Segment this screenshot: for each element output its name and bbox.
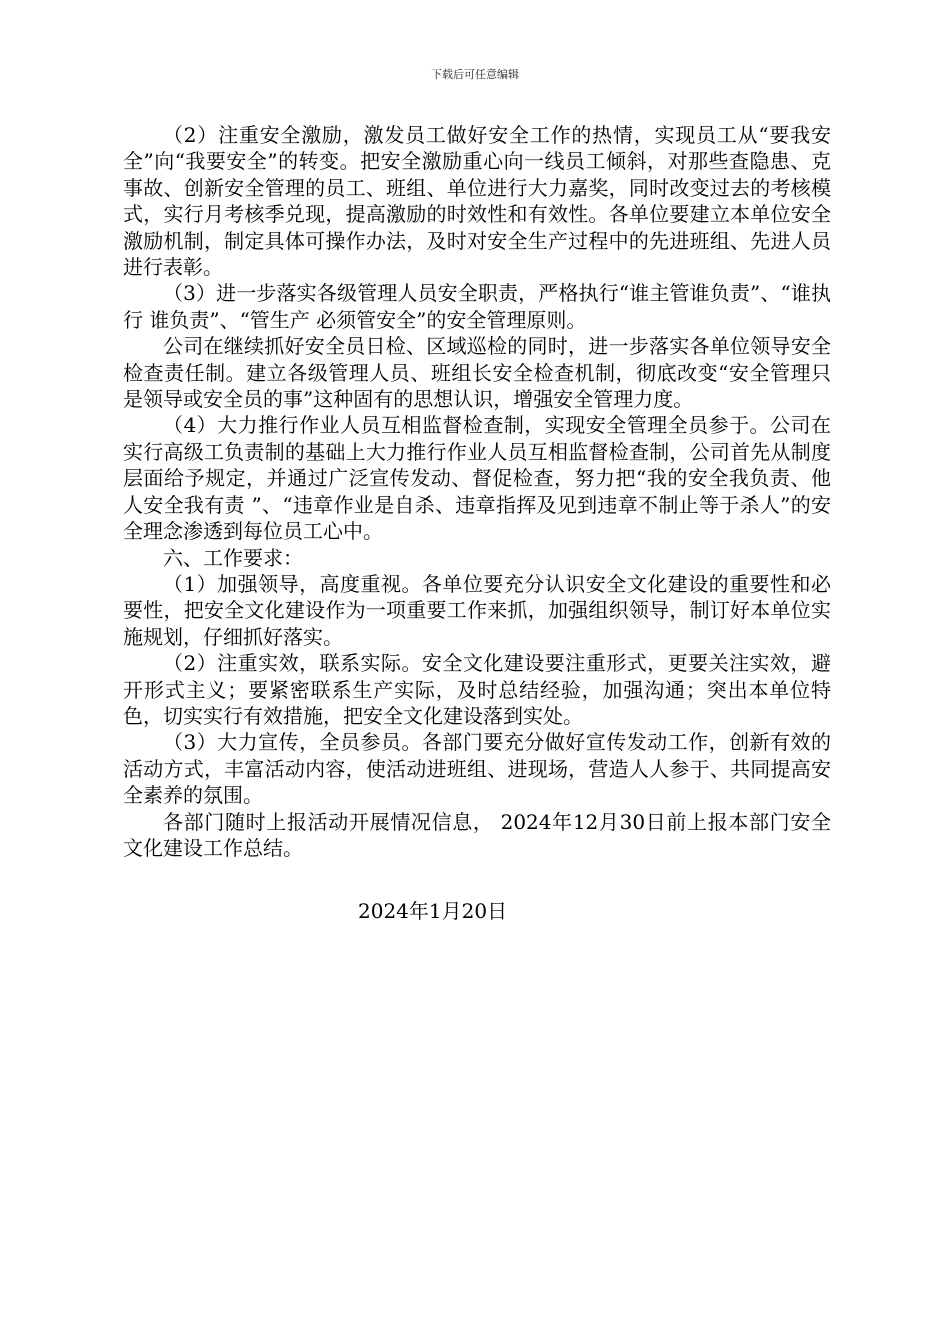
paragraph-reporting: 各部门随时上报活动开展情况信息， 2024年12月30日前上报本部门安全文化建设工作总结。 <box>123 809 831 860</box>
document-date: 2024年1月20日 <box>358 899 508 923</box>
paragraph-practical-effect: （2）注重实效，联系实际。安全文化建设要注重形式，更要关注实效，避开形式主义；要紧密联系生产实际，及时总结经验，加强沟通；突出本单位特色，切实实行有效措施，把安全文化建设落到实处。 <box>123 651 831 728</box>
section-heading-work-requirements: 六、工作要求： <box>163 545 303 570</box>
paragraph-leadership: （1）加强领导，高度重视。各单位要充分认识安全文化建设的重要性和必要性，把安全文化建设作为一项重要工作来抓，加强组织领导，制订好本单位实施规划，仔细抓好落实。 <box>123 571 831 649</box>
paragraph-safety-incentive: （2）注重安全激励，激发员工做好安全工作的热情，实现员工从“要我安全”向“我要安全”的转变。把安全激励重心向一线员工倾斜，对那些查隐患、克事故、创新安全管理的员工、班组、单位进行大力嘉奖，同时改变过去的考核模式，实行月考核季兑现，提高激励的时效性和有效性。各单位要建立本单位安全激励机制，制定具体可操作办法，及时对安全生产过程中的先进班组、先进人员进行表彰。 <box>123 123 831 280</box>
paragraph-inspection-system: 公司在继续抓好安全员日检、区域巡检的同时，进一步落实各单位领导安全检查责任制。建立各级管理人员、班组长安全检查机制，彻底改变“安全管理只是领导或安全员的事”这种固有的思想认识，增强安全管理力度。 <box>123 334 831 412</box>
paragraph-mutual-supervision: （4）大力推行作业人员互相监督检查制，实现安全管理全员参于。公司在实行高级工负责制的基础上大力推行作业人员互相监督检查制，公司首先从制度层面给予规定，并通过广泛宣传发动、督促检查，努力把“我的安全我负责、他人安全我有责 ”、“违章作业是自杀、违章指挥及见到违章不制止等于杀人”的安全理念渗透到每位员工心中。 <box>123 413 831 544</box>
paragraph-publicity: （3）大力宣传，全员参员。各部门要充分做好宣传发动工作，创新有效的活动方式，丰富活动内容，使活动进班组、进现场，营造人人参于、共同提高安全素养的氛围。 <box>123 730 831 808</box>
document-body <box>123 122 831 861</box>
paragraph-management-duties: （3）进一步落实各级管理人员安全职责，严格执行“谁主管谁负责”、“谁执行 谁负责”、“管生产 必须管安全”的安全管理原则。 <box>123 281 831 332</box>
header-note: 下载后可任意编辑 <box>431 68 519 81</box>
